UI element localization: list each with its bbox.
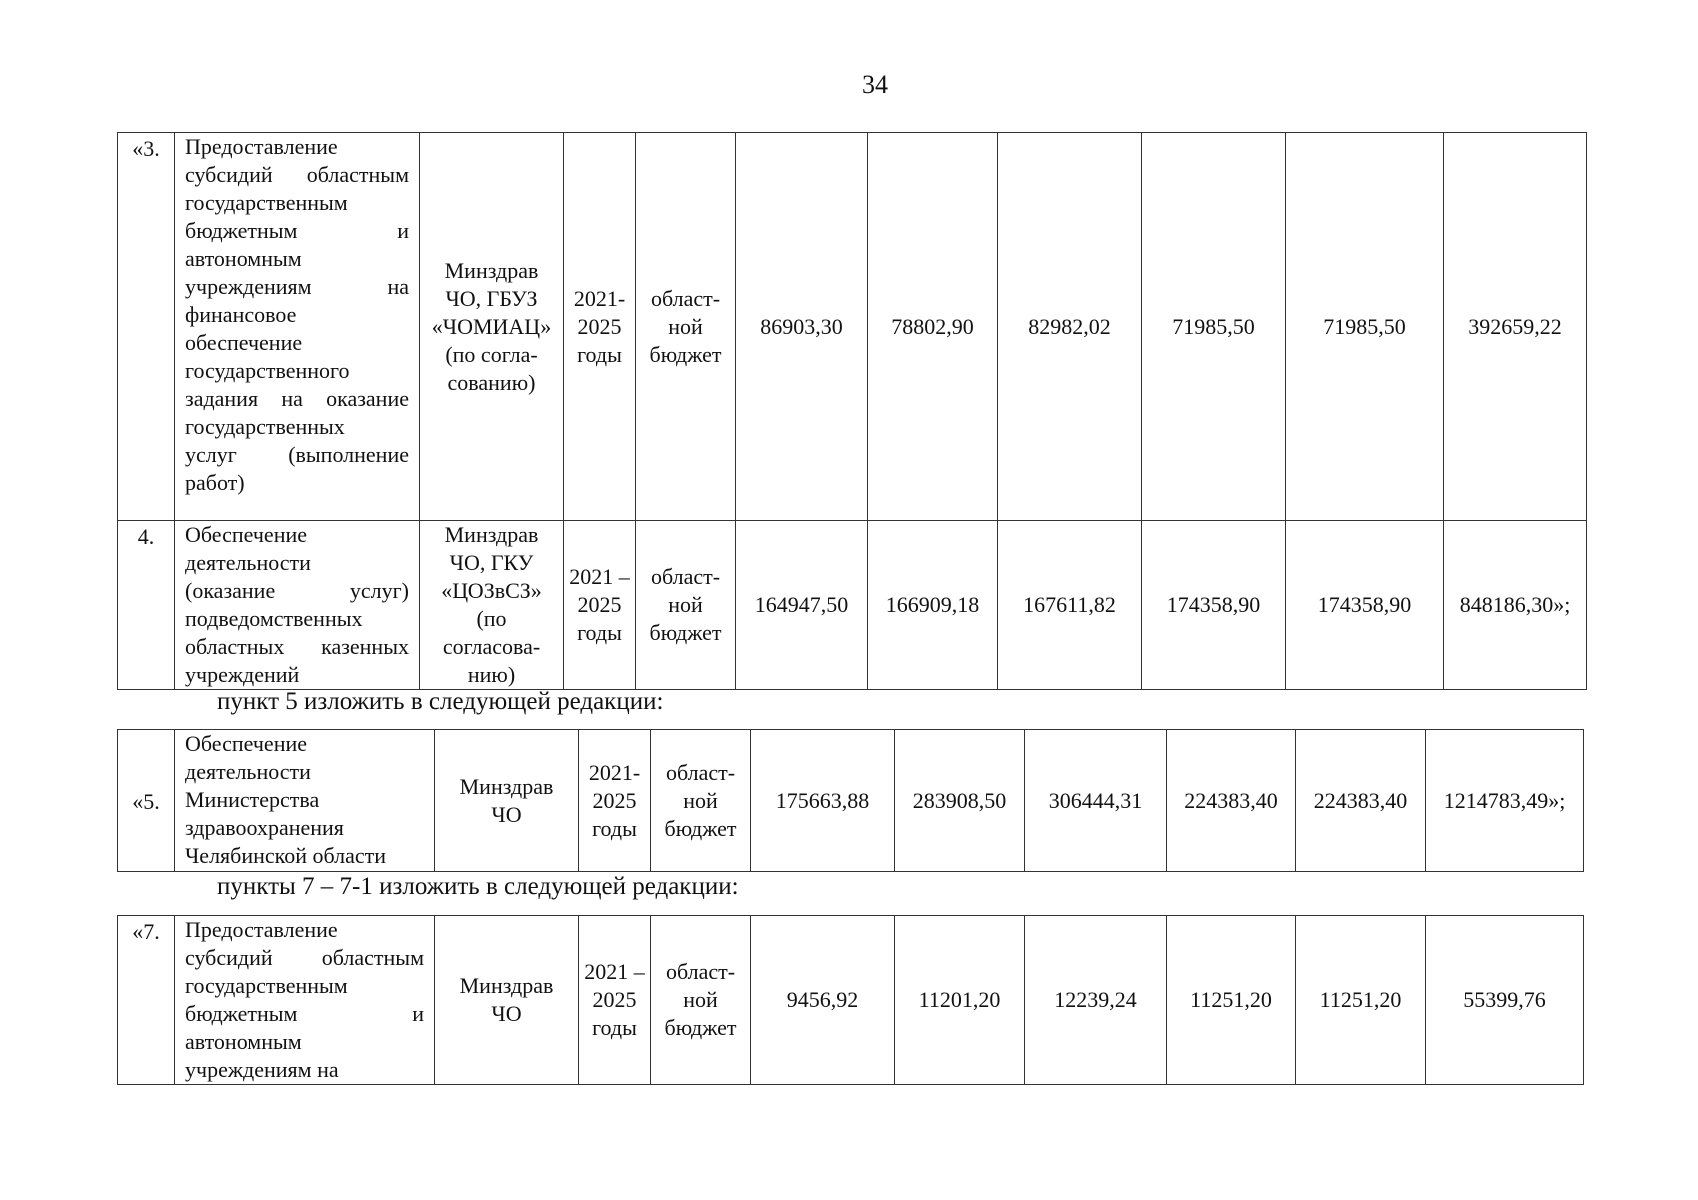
description-line: государственных <box>185 414 345 439</box>
description-line: Обеспечение <box>185 522 307 547</box>
item-number: «3. <box>118 133 175 521</box>
item-number: 4. <box>118 521 175 690</box>
description-line: работ) <box>185 470 245 495</box>
period-cell: 2021- 2025 годы <box>564 133 636 521</box>
program-activities-table <box>117 132 1587 690</box>
amount-cell: 175663,88 <box>751 730 895 872</box>
description-line: учреждений <box>185 662 300 687</box>
amount-cell: 12239,24 <box>1025 916 1167 1085</box>
description-line: государственным <box>185 973 348 998</box>
description-line: Предоставление <box>185 917 338 942</box>
table-row <box>118 730 1584 872</box>
amount-cell: 82982,02 <box>998 133 1142 521</box>
amount-cell: 224383,40 <box>1296 730 1426 872</box>
description-line: деятельности <box>185 550 311 575</box>
description-line: подведомственных <box>185 606 363 631</box>
amount-cell: 174358,90 <box>1142 521 1286 690</box>
program-activities-table <box>117 729 1584 872</box>
amount-cell: 9456,92 <box>751 916 895 1085</box>
amendment-instruction: пункт 5 изложить в следующей редакции: <box>217 688 664 715</box>
description-line: субсидий областным <box>185 945 424 970</box>
description-line: бюджетным и <box>185 218 409 243</box>
description-line: деятельности <box>185 759 311 784</box>
amount-cell: 78802,90 <box>868 133 998 521</box>
item-number: «5. <box>118 730 175 872</box>
executor-cell: Минздрав ЧО <box>435 730 579 872</box>
description-line: (оказание услуг) <box>185 578 409 603</box>
amount-cell: 166909,18 <box>868 521 998 690</box>
amount-cell: 167611,82 <box>998 521 1142 690</box>
period-cell: 2021 – 2025 годы <box>579 916 651 1085</box>
amount-cell: 71985,50 <box>1286 133 1444 521</box>
amount-cell: 306444,31 <box>1025 730 1167 872</box>
description-line: субсидий областным <box>185 162 409 187</box>
description-line: бюджетным и <box>185 1001 424 1026</box>
amount-cell: 71985,50 <box>1142 133 1286 521</box>
funding-source-cell: област- ной бюджет <box>636 133 736 521</box>
description-line: задания на оказание <box>185 386 409 411</box>
funding-source-cell: област- ной бюджет <box>651 730 751 872</box>
funding-source-cell: област- ной бюджет <box>636 521 736 690</box>
description-line: областных казенных <box>185 634 409 659</box>
amount-cell: 11251,20 <box>1296 916 1426 1085</box>
program-activities-table <box>117 915 1584 1085</box>
description-line: услуг (выполнение <box>185 442 409 467</box>
table-row <box>118 521 1587 690</box>
description-line: Предоставление <box>185 134 338 159</box>
total-amount-cell: 392659,22 <box>1444 133 1587 521</box>
description-line: Обеспечение <box>185 731 307 756</box>
amount-cell: 283908,50 <box>895 730 1025 872</box>
activity-description <box>175 730 435 872</box>
description-line: обеспечение <box>185 330 303 355</box>
description-line: автономным <box>185 246 302 271</box>
table-row <box>118 133 1587 521</box>
amount-cell: 164947,50 <box>736 521 868 690</box>
total-amount-cell: 1214783,49»; <box>1426 730 1584 872</box>
activity-description <box>175 133 420 521</box>
activity-description <box>175 521 420 690</box>
description-line: учреждениям на <box>185 274 409 299</box>
total-amount-cell: 55399,76 <box>1426 916 1584 1085</box>
amount-cell: 86903,30 <box>736 133 868 521</box>
executor-cell: Минздрав ЧО, ГКУ «ЦОЗвСЗ» (по согласова- нию) <box>420 521 564 690</box>
page-number: 34 <box>862 70 888 99</box>
executor-cell: Минздрав ЧО, ГБУЗ «ЧОМИАЦ» (по согла- сованию) <box>420 133 564 521</box>
funding-source-cell: област- ной бюджет <box>651 916 751 1085</box>
period-cell: 2021- 2025 годы <box>579 730 651 872</box>
description-line: Челябинской области <box>185 843 387 868</box>
period-cell: 2021 – 2025 годы <box>564 521 636 690</box>
amendment-instruction: пункты 7 – 7-1 изложить в следующей редакции: <box>217 873 739 900</box>
amount-cell: 11201,20 <box>895 916 1025 1085</box>
table-row <box>118 916 1584 1085</box>
item-number: «7. <box>118 916 175 1085</box>
amount-cell: 11251,20 <box>1167 916 1296 1085</box>
description-line: автономным <box>185 1029 302 1054</box>
description-line: государственного <box>185 358 350 383</box>
description-line: учреждениям на <box>185 1057 339 1082</box>
description-line: здравоохранения <box>185 815 344 840</box>
executor-cell: Минздрав ЧО <box>435 916 579 1085</box>
amount-cell: 174358,90 <box>1286 521 1444 690</box>
amount-cell: 224383,40 <box>1167 730 1296 872</box>
total-amount-cell: 848186,30»; <box>1444 521 1587 690</box>
description-line: государственным <box>185 190 348 215</box>
description-line: финансовое <box>185 302 297 327</box>
activity-description <box>175 916 435 1085</box>
description-line: Министерства <box>185 787 320 812</box>
